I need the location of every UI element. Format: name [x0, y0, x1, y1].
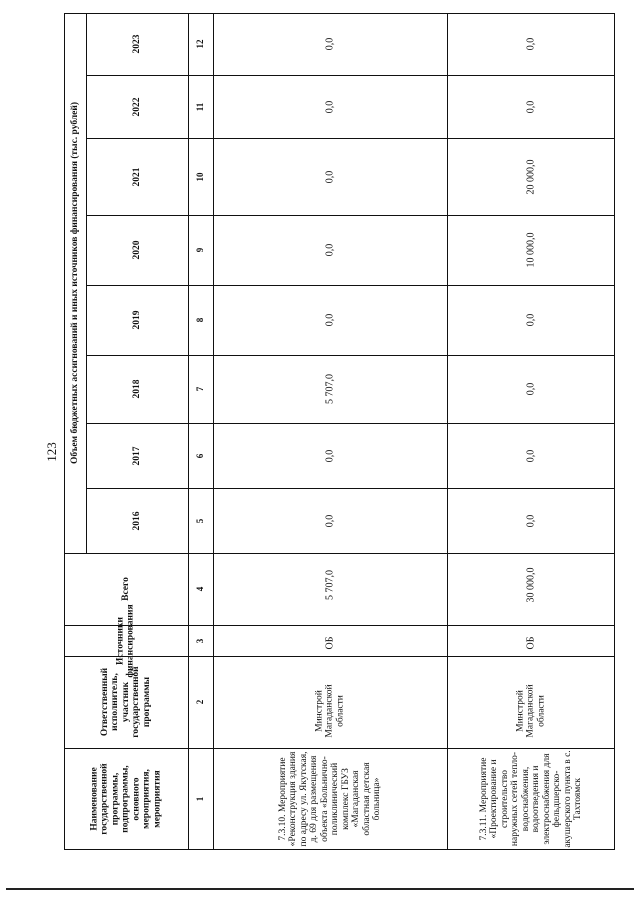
row2-2021: 20 000,0 [525, 159, 537, 194]
colnum-1 [188, 748, 213, 850]
row1-2018: 5 707,0 [324, 374, 336, 404]
row2-2020-cell [447, 215, 615, 285]
row1-2018-cell [213, 355, 447, 423]
page-number-text: 123 [44, 442, 59, 462]
header-name [64, 748, 188, 850]
colnum-1-text: 1 [194, 796, 205, 802]
header-year-2018 [86, 355, 188, 423]
row1-2020-cell [213, 215, 447, 285]
row2-2017-cell [447, 423, 615, 488]
colnum-3-text: 3 [194, 638, 205, 643]
colnum-9 [188, 215, 213, 285]
row1-2021: 0,0 [324, 170, 336, 183]
colnum-3 [188, 625, 213, 656]
header-total-text: Всего [120, 577, 131, 601]
header-year-2023 [86, 13, 188, 75]
row2-2023-cell [447, 13, 615, 75]
header-total [64, 553, 188, 625]
year-2021: 2021 [131, 167, 142, 186]
row2-executor: Минстрой Магаданской области [515, 684, 547, 738]
funding-group-label: Объем бюджетных ассигнований и иных источников финансирования (тыс. рублей) [69, 101, 80, 465]
row1-2019: 0,0 [324, 313, 336, 327]
row1-executor-cell [213, 656, 447, 748]
row1-2016: 0,0 [324, 514, 336, 527]
colnum-10-text: 10 [194, 172, 205, 181]
header-year-2020 [86, 215, 188, 285]
colnum-11-text: 11 [194, 102, 205, 111]
colnum-12 [188, 13, 213, 75]
bottom-rule [6, 888, 634, 890]
row2-2019: 0,0 [525, 313, 537, 327]
row2-2018: 0,0 [525, 382, 537, 396]
header-executor-text: Ответственный исполнитель, участник государственной программы [99, 666, 152, 738]
colnum-7 [188, 355, 213, 423]
row2-total: 30 000,0 [525, 567, 537, 603]
row2-2022: 0,0 [525, 100, 537, 113]
row1-2023: 0,0 [324, 37, 336, 51]
colnum-8-text: 8 [194, 317, 205, 323]
colnum-6 [188, 423, 213, 488]
row1-2022-cell [213, 75, 447, 138]
table-row [447, 748, 615, 850]
year-2022: 2022 [131, 97, 142, 116]
row2-2020: 10 000,0 [525, 232, 537, 268]
row1-total-cell [213, 553, 447, 625]
colnum-11 [188, 75, 213, 138]
header-year-2019 [86, 285, 188, 355]
header-year-2022 [86, 75, 188, 138]
colnum-5 [188, 488, 213, 553]
year-2019: 2019 [131, 310, 142, 330]
row2-total-cell [447, 553, 615, 625]
colnum-2 [188, 656, 213, 748]
row1-2017: 0,0 [324, 449, 336, 462]
header-name-text: Наименование государственной программы, подпрограммы, основного мероприятия, мероприятия [89, 763, 163, 835]
row2-executor-cell [447, 656, 615, 748]
row1-source-cell [213, 625, 447, 656]
row1-2022: 0,0 [324, 100, 336, 113]
row1-name: 7.3.10. Мероприятие «Реконструкция здания по адресу ул. Якутская, д. 69 для размещения объекта «Больнично-поликлинический комплекс ГБУЗ «Магаданская областная детская больница» [277, 751, 382, 847]
header-year-2021 [86, 138, 188, 215]
row1-2021-cell [213, 138, 447, 215]
row2-2019-cell [447, 285, 615, 355]
colnum-2-text: 2 [194, 699, 205, 705]
row1-executor: Минстрой Магаданской области [314, 684, 346, 738]
row2-source-cell [447, 625, 615, 656]
row2-name: 7.3.11. Мероприятие «Проектирование и строительство наружных сетей тепло-водоснабжения, водоотведения и электроснабжения для фельдшерско-акушерского пункта в с. Тахтоямск [478, 750, 583, 848]
row1-total: 5 707,0 [324, 570, 336, 601]
row2-2016-cell [447, 488, 615, 553]
colnum-5-text: 5 [194, 518, 205, 523]
header-source-text: Источники финансирования [115, 603, 136, 678]
row1-source: ОБ [324, 636, 336, 650]
colnum-4-text: 4 [194, 586, 205, 592]
row2-2022-cell [447, 75, 615, 138]
year-2020: 2020 [131, 240, 142, 260]
page-number [42, 432, 62, 472]
year-2016: 2016 [131, 511, 142, 530]
row2-source: ОБ [525, 636, 537, 650]
colnum-6-text: 6 [194, 453, 205, 458]
row1-2023-cell [213, 13, 447, 75]
row1-2017-cell [213, 423, 447, 488]
year-2023: 2023 [131, 34, 142, 54]
row2-2017: 0,0 [525, 449, 537, 462]
funding-table [64, 13, 615, 850]
colnum-7-text: 7 [194, 386, 205, 392]
year-2017: 2017 [131, 446, 142, 465]
header-year-2016 [86, 488, 188, 553]
header-source [64, 603, 188, 678]
row2-2018-cell [447, 355, 615, 423]
row2-2023: 0,0 [525, 37, 537, 51]
row2-2016: 0,0 [525, 514, 537, 527]
colnum-9-text: 9 [194, 247, 205, 253]
table-row [213, 748, 447, 850]
colnum-8 [188, 285, 213, 355]
colnum-4 [188, 553, 213, 625]
row1-2016-cell [213, 488, 447, 553]
row1-2020: 0,0 [324, 243, 336, 257]
header-year-2017 [86, 423, 188, 488]
colnum-10 [188, 138, 213, 215]
row2-2021-cell [447, 138, 615, 215]
row1-2019-cell [213, 285, 447, 355]
colnum-12-text: 12 [194, 39, 205, 49]
year-2018: 2018 [131, 379, 142, 399]
funding-group-header [64, 13, 86, 553]
